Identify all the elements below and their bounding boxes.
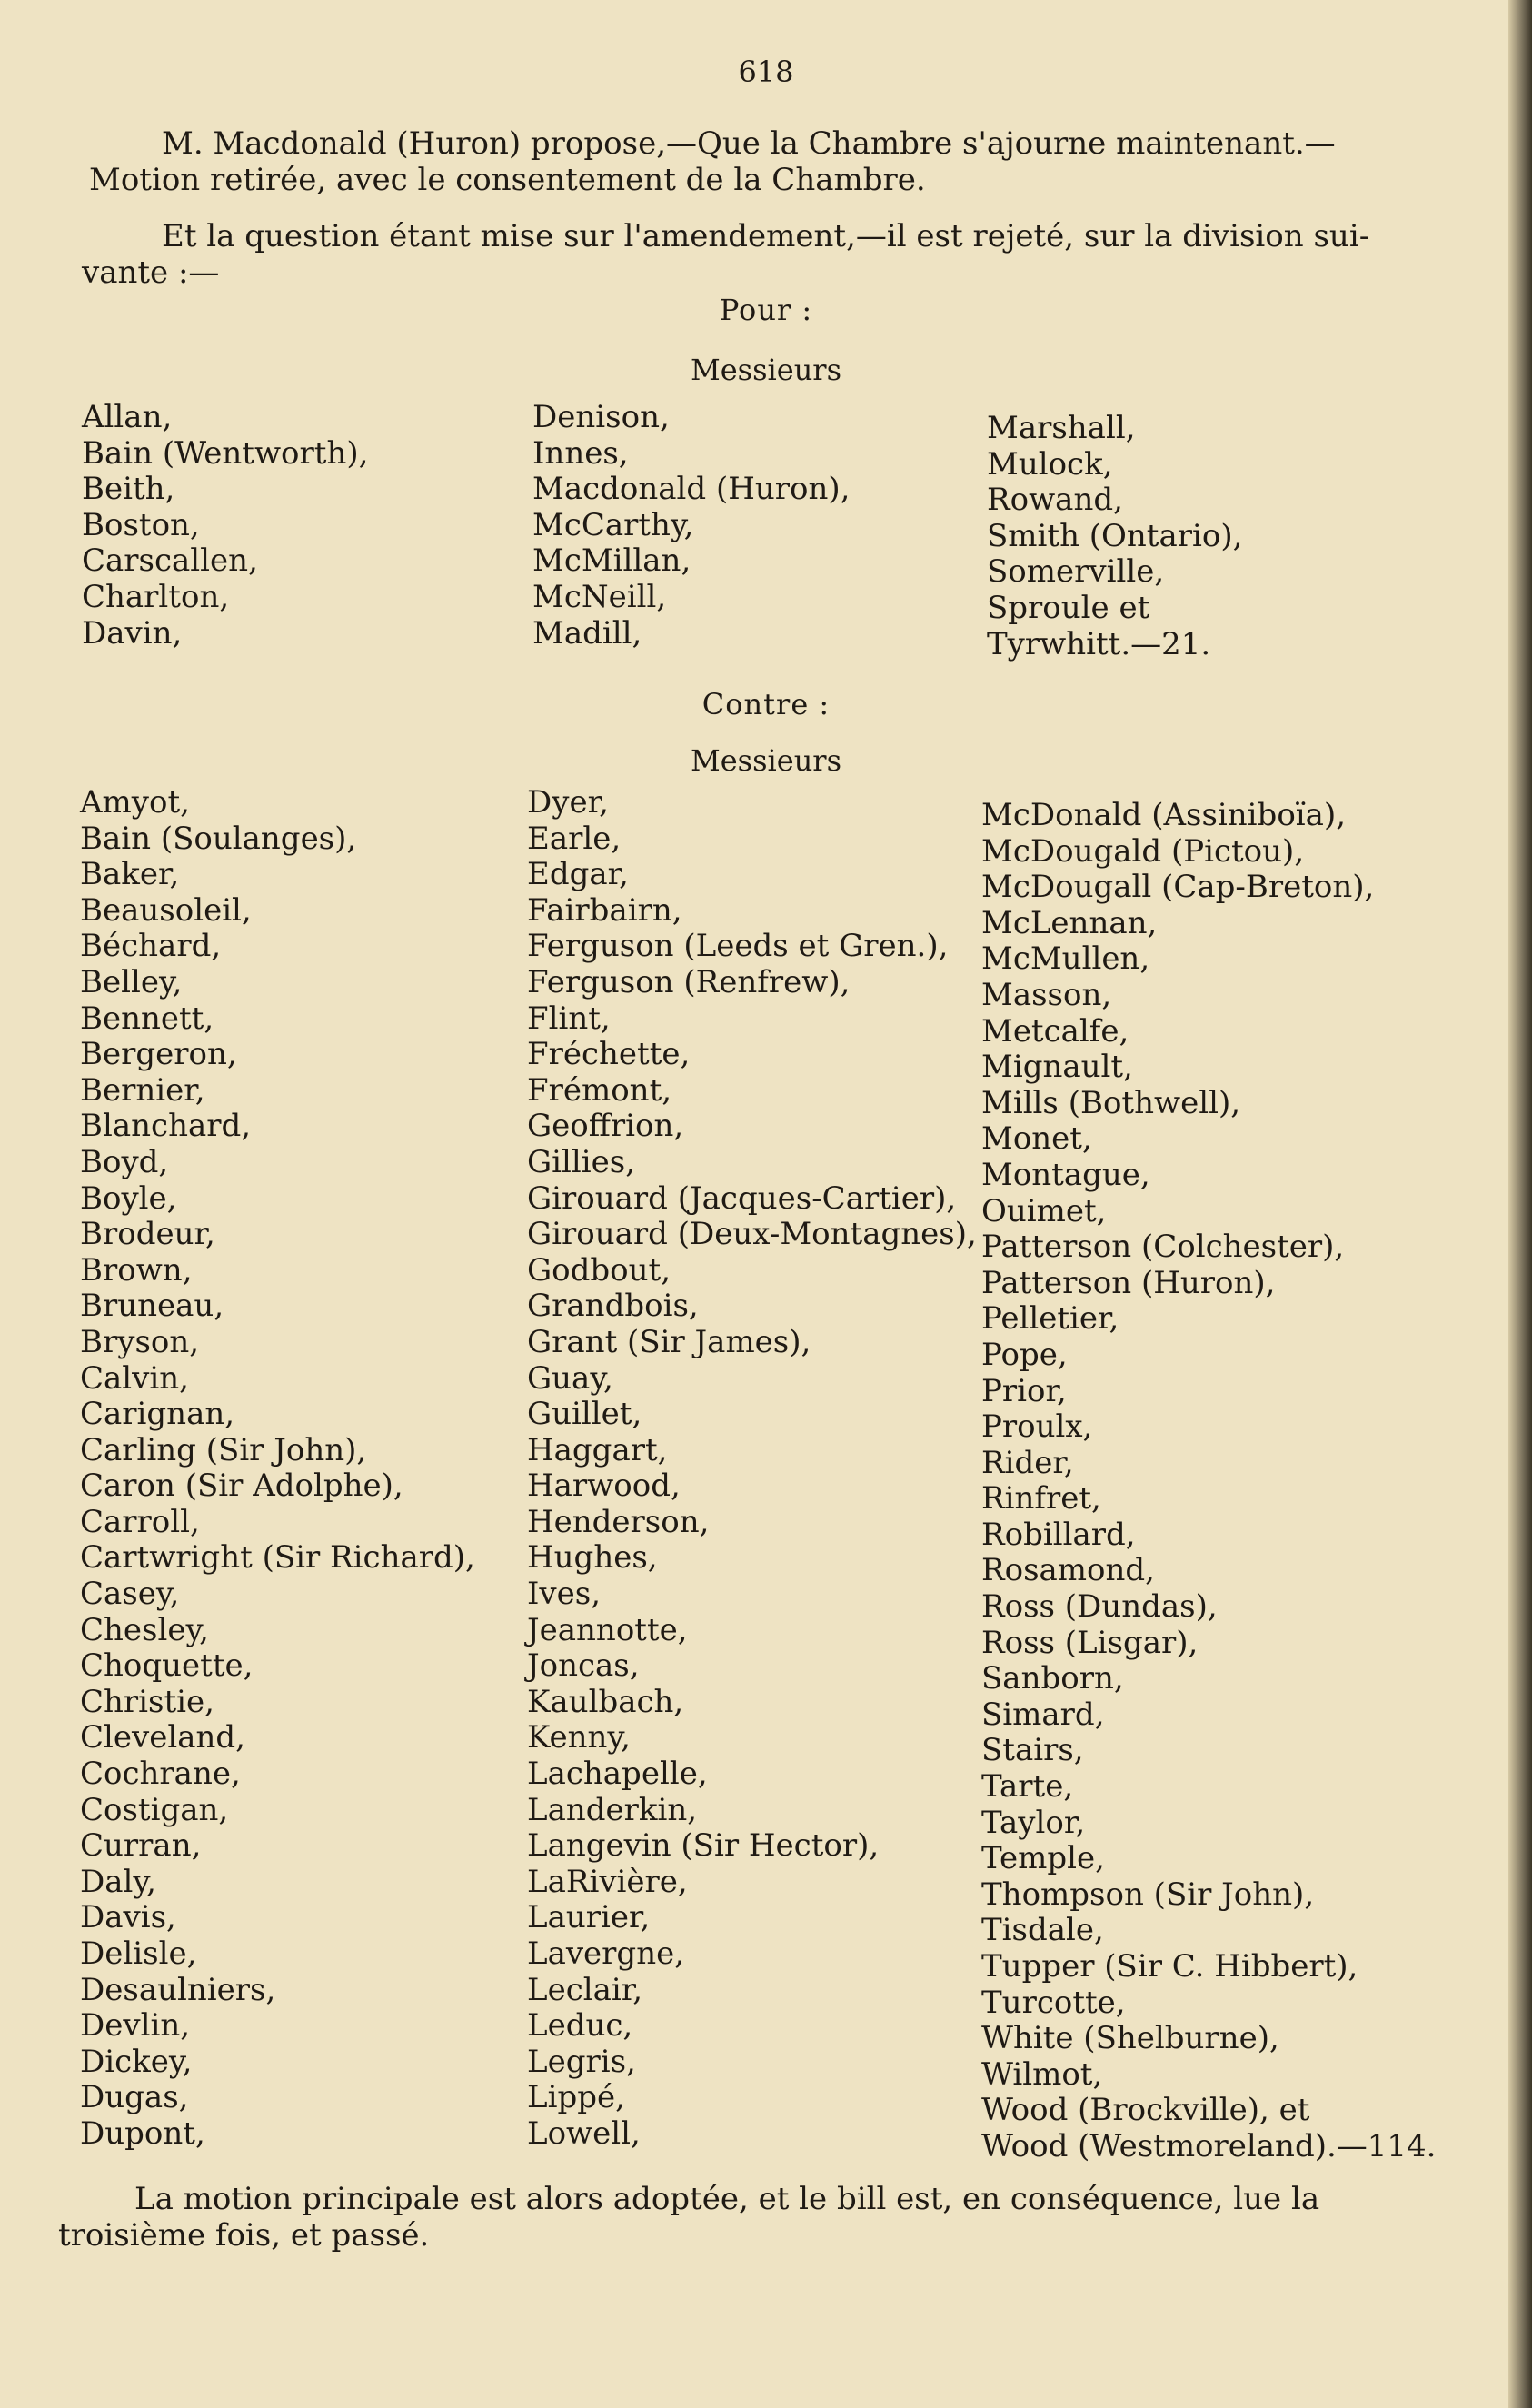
member-name: Rosamond, <box>981 1552 1155 1589</box>
member-name: Patterson (Colchester), <box>981 1229 1345 1266</box>
member-name: Pope, <box>981 1336 1068 1373</box>
member-name: Simard, <box>981 1696 1105 1733</box>
member-name: Caron (Sir Adolphe), <box>80 1468 403 1505</box>
question-line-1: Et la question étant mise sur l'amendement,—il est rejeté, sur la division sui- <box>162 218 1370 254</box>
member-name: Brown, <box>80 1251 193 1289</box>
member-name: Guay, <box>527 1359 613 1397</box>
member-name: Charlton, <box>82 578 230 615</box>
member-name: Bryson, <box>80 1323 200 1360</box>
member-name: Amyot, <box>80 784 190 821</box>
member-name: Rowand, <box>987 482 1123 519</box>
member-name: Macdonald (Huron), <box>532 471 851 508</box>
member-name: Landerkin, <box>527 1791 698 1828</box>
member-name: Davis, <box>80 1899 176 1936</box>
pour-subheading: Messieurs <box>690 353 842 387</box>
final-paragraph <box>58 2181 1319 2254</box>
member-name: Desaulniers, <box>80 1971 276 2008</box>
member-name: Christie, <box>80 1683 214 1720</box>
member-name: Bruneau, <box>80 1288 224 1325</box>
member-name: Prior, <box>981 1372 1067 1409</box>
motion-line-2: Motion retirée, avec le consentement de la Chambre. <box>89 162 926 198</box>
member-name: Rinfret, <box>981 1480 1101 1517</box>
member-name: Denison, <box>532 399 670 435</box>
member-name: Cartwright (Sir Richard), <box>80 1539 475 1577</box>
member-name: Legris, <box>527 2043 636 2080</box>
member-name: Bergeron, <box>80 1036 237 1073</box>
contre-heading: Contre : <box>701 687 831 721</box>
member-name: Haggart, <box>527 1431 668 1468</box>
pour-column-1 <box>82 400 368 652</box>
member-name: Grant (Sir James), <box>527 1323 811 1360</box>
member-name: Carignan, <box>80 1396 235 1433</box>
member-name: Lavergne, <box>527 1935 685 1972</box>
member-name: Patterson (Huron), <box>981 1264 1276 1301</box>
member-name: Costigan, <box>80 1791 229 1828</box>
member-name: Edgar, <box>527 856 629 893</box>
member-name: Mignault, <box>981 1049 1133 1086</box>
member-name: Stairs, <box>981 1732 1084 1769</box>
member-name: Pelletier, <box>981 1300 1119 1338</box>
member-name: Laurier, <box>527 1899 651 1936</box>
motion-line-1: M. Macdonald (Huron) propose,—Que la Chambre s'ajourne maintenant.— <box>162 125 1336 162</box>
final-line-1: La motion principale est alors adoptée, et le bill est, en conséquence, lue la <box>134 2181 1320 2217</box>
member-name: Monet, <box>981 1120 1092 1158</box>
member-name: Guillet, <box>527 1396 642 1433</box>
member-name: Fairbairn, <box>527 891 682 929</box>
member-name: Chesley, <box>80 1611 209 1648</box>
member-name: Mills (Bothwell), <box>981 1084 1241 1121</box>
member-name: Bernier, <box>80 1071 205 1109</box>
member-name: Boyd, <box>80 1143 169 1180</box>
member-name: Ferguson (Leeds et Gren.), <box>527 928 949 965</box>
member-name: Turcotte, <box>981 1984 1126 2021</box>
contre-column-3 <box>981 798 1437 2165</box>
member-name: Langevin (Sir Hector), <box>527 1827 880 1865</box>
member-name: Carscallen, <box>82 542 258 580</box>
member-name: Belley, <box>80 963 183 1000</box>
member-name: Leduc, <box>527 2007 633 2045</box>
member-name: Tupper (Sir C. Hibbert), <box>981 1948 1358 1985</box>
member-name: Carroll, <box>80 1503 200 1540</box>
member-name: Thompson (Sir John), <box>981 1876 1315 1913</box>
member-name: Innes, <box>532 434 629 472</box>
member-name: Mulock, <box>987 445 1113 483</box>
member-name: Smith (Ontario), <box>987 517 1243 554</box>
member-name: Girouard (Deux-Montagnes), <box>527 1216 977 1253</box>
contre-subheading: Messieurs <box>690 743 842 778</box>
member-name: Wood (Westmoreland).—114. <box>981 2127 1437 2164</box>
member-name: Boyle, <box>80 1179 177 1217</box>
member-name: Carling (Sir John), <box>80 1431 367 1468</box>
member-name: Leclair, <box>527 1971 643 2008</box>
member-name: Curran, <box>80 1827 202 1865</box>
member-name: Ferguson (Renfrew), <box>527 963 851 1000</box>
member-name: Dugas, <box>80 2079 189 2116</box>
pour-column-2 <box>532 400 850 652</box>
member-name: Bain (Soulanges), <box>80 820 357 857</box>
member-name: Flint, <box>527 1000 611 1037</box>
member-name: Wilmot, <box>981 2055 1103 2093</box>
member-name: Geoffrion, <box>527 1108 684 1145</box>
member-name: Béchard, <box>80 928 222 965</box>
member-name: Ives, <box>527 1576 602 1613</box>
member-name: McCarthy, <box>532 506 694 543</box>
member-name: McDougald (Pictou), <box>981 832 1305 870</box>
member-name: LaRivière, <box>527 1863 688 1900</box>
member-name: Beausoleil, <box>80 891 252 929</box>
member-name: Lippé, <box>527 2079 625 2116</box>
member-name: Sanborn, <box>981 1660 1124 1697</box>
member-name: Jeannotte, <box>527 1611 688 1648</box>
member-name: Henderson, <box>527 1503 710 1540</box>
member-name: Lowell, <box>527 2114 641 2152</box>
member-name: Montague, <box>981 1156 1150 1193</box>
member-name: Girouard (Jacques-Cartier), <box>527 1179 957 1217</box>
member-name: McDougall (Cap-Breton), <box>981 869 1375 906</box>
member-name: Wood (Brockville), et <box>981 2092 1310 2129</box>
member-name: Ross (Lisgar), <box>981 1624 1199 1661</box>
member-name: Ross (Dundas), <box>981 1588 1218 1626</box>
contre-column-1 <box>80 785 475 2153</box>
member-name: Blanchard, <box>80 1108 252 1145</box>
member-name: Dyer, <box>527 784 609 821</box>
member-name: Tisdale, <box>981 1912 1104 1949</box>
member-name: McMillan, <box>532 542 691 580</box>
member-name: Bennett, <box>80 1000 214 1037</box>
page-number: 618 <box>738 55 794 89</box>
member-name: Rider, <box>981 1444 1074 1481</box>
member-name: Somerville, <box>987 553 1165 591</box>
member-name: Hughes, <box>527 1539 658 1577</box>
member-name: Delisle, <box>80 1935 197 1972</box>
member-name: Masson, <box>981 976 1112 1013</box>
member-name: Dickey, <box>80 2043 193 2080</box>
member-name: Bain (Wentworth), <box>82 434 369 472</box>
member-name: Daly, <box>80 1863 156 1900</box>
pour-column-3 <box>987 411 1242 662</box>
member-name: Fréchette, <box>527 1036 691 1073</box>
member-name: Metcalfe, <box>981 1012 1129 1050</box>
member-name: Tarte, <box>981 1768 1074 1806</box>
member-name: Boston, <box>82 506 200 543</box>
member-name: Kaulbach, <box>527 1683 684 1720</box>
member-name: Allan, <box>82 399 173 435</box>
member-name: Godbout, <box>527 1251 671 1289</box>
member-name: White (Shelburne), <box>981 2020 1279 2057</box>
final-line-2: troisième fois, et passé. <box>58 2217 430 2254</box>
member-name: Joncas, <box>527 1647 640 1685</box>
member-name: Cleveland, <box>80 1719 245 1756</box>
member-name: Earle, <box>527 820 622 857</box>
member-name: McLennan, <box>981 904 1158 941</box>
member-name: Taylor, <box>981 1804 1086 1841</box>
member-name: Frémont, <box>527 1071 672 1109</box>
member-name: Kenny, <box>527 1719 631 1756</box>
member-name: Harwood, <box>527 1468 681 1505</box>
member-name: Calvin, <box>80 1359 189 1397</box>
member-name: Sproule et <box>987 589 1150 626</box>
question-line-2: vante :— <box>82 254 220 291</box>
member-name: Ouimet, <box>981 1192 1107 1229</box>
member-name: Marshall, <box>987 410 1136 446</box>
member-name: Beith, <box>82 471 175 508</box>
member-name: Baker, <box>80 856 180 893</box>
member-name: Brodeur, <box>80 1216 215 1253</box>
member-name: Grandbois, <box>527 1288 699 1325</box>
member-name: Choquette, <box>80 1647 254 1685</box>
member-name: McDonald (Assiniboïa), <box>981 797 1347 833</box>
member-name: Dupont, <box>80 2114 205 2152</box>
member-name: Temple, <box>981 1840 1105 1877</box>
member-name: Robillard, <box>981 1516 1136 1553</box>
member-name: Cochrane, <box>80 1756 241 1793</box>
member-name: McNeill, <box>532 578 667 615</box>
question-paragraph <box>82 218 1369 291</box>
member-name: Casey, <box>80 1576 180 1613</box>
motion-paragraph <box>89 125 1336 198</box>
member-name: Madill, <box>532 614 642 652</box>
pour-heading: Pour : <box>719 293 813 327</box>
member-name: Davin, <box>82 614 183 652</box>
member-name: Tyrwhitt.—21. <box>987 625 1211 662</box>
contre-column-2 <box>527 785 977 2153</box>
member-name: Gillies, <box>527 1143 636 1180</box>
member-name: Devlin, <box>80 2007 191 2045</box>
member-name: McMullen, <box>981 940 1150 978</box>
member-name: Lachapelle, <box>527 1756 708 1793</box>
member-name: Proulx, <box>981 1408 1093 1446</box>
